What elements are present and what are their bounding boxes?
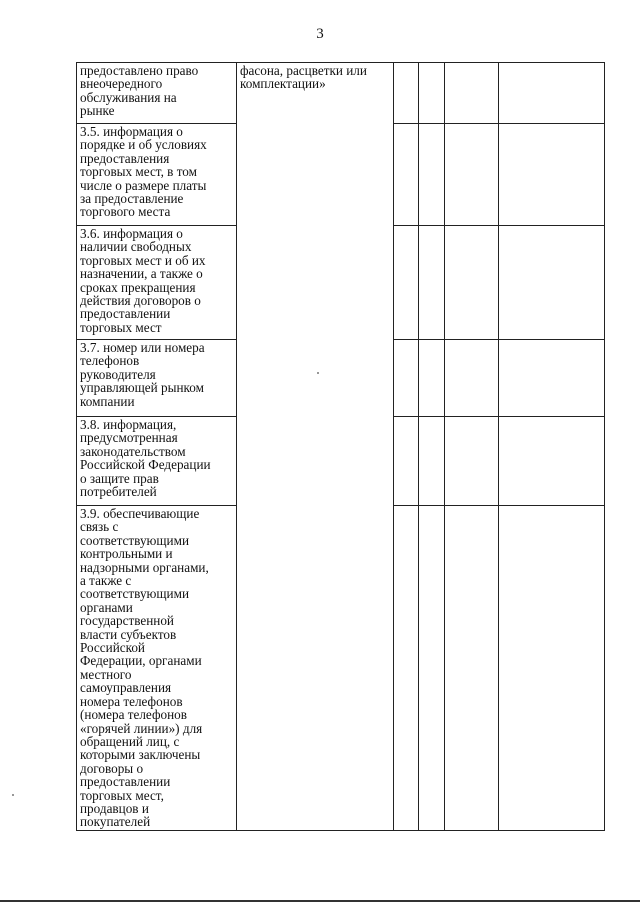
empty-cell bbox=[445, 340, 499, 417]
empty-cell bbox=[499, 226, 605, 340]
empty-cell bbox=[499, 417, 605, 506]
checklist-table bbox=[76, 62, 605, 831]
requirement-cell bbox=[77, 506, 237, 831]
scan-speck bbox=[12, 794, 14, 796]
requirement-text: предоставлено право внеочередного обслуживания на рынке bbox=[80, 63, 199, 119]
empty-cell bbox=[445, 417, 499, 506]
requirement-text: 3.7. номер или номера телефонов руководителя управляющей рынком компании bbox=[80, 340, 205, 409]
empty-cell bbox=[419, 417, 445, 506]
empty-cell bbox=[394, 226, 419, 340]
requirement-cell bbox=[77, 226, 237, 340]
empty-cell bbox=[394, 506, 419, 831]
empty-cell bbox=[419, 340, 445, 417]
empty-cell bbox=[394, 63, 419, 124]
requirement-cell bbox=[77, 124, 237, 226]
empty-cell bbox=[445, 63, 499, 124]
requirement-cell bbox=[77, 340, 237, 417]
empty-cell bbox=[419, 226, 445, 340]
empty-cell bbox=[445, 506, 499, 831]
empty-cell bbox=[499, 124, 605, 226]
requirement-text: 3.5. информация о порядке и об условиях предоставления торговых мест, в том числе о размере платы за предоставление торгового места bbox=[80, 124, 207, 220]
requirement-cell bbox=[77, 417, 237, 506]
empty-cell bbox=[419, 63, 445, 124]
empty-cell bbox=[394, 124, 419, 226]
merged-description-cell bbox=[237, 63, 394, 831]
empty-cell bbox=[499, 506, 605, 831]
empty-cell bbox=[419, 124, 445, 226]
empty-cell bbox=[499, 63, 605, 124]
requirement-text: 3.6. информация о наличии свободных торговых мест и об их назначении, а также о сроках прекращения действия договоров о предоставлении торговых мест bbox=[80, 226, 206, 335]
requirement-cell bbox=[77, 63, 237, 124]
empty-cell bbox=[419, 506, 445, 831]
empty-cell bbox=[499, 340, 605, 417]
empty-cell bbox=[394, 417, 419, 506]
description-text: фасона, расцветки или комплектации» bbox=[240, 63, 367, 92]
page-number: 3 bbox=[316, 26, 324, 42]
requirement-text: 3.8. информация, предусмотренная законодательством Российской Федерации о защите прав потребителей bbox=[80, 417, 211, 500]
empty-cell bbox=[445, 226, 499, 340]
empty-cell bbox=[394, 340, 419, 417]
requirement-text: 3.9. обеспечивающие связь с соответствующими контрольными и надзорными органами, а также с соответствующими органами государственной власти субъектов Российской Федерации, органами местного самоуправления номера телефонов (номера телефонов «горячей линии») для обращений лиц, с которыми заключены договоры о предоставлении торговых мест, продавцов и покупателей bbox=[80, 506, 209, 830]
empty-cell bbox=[445, 124, 499, 226]
scan-edge-line bbox=[0, 900, 640, 902]
table-row bbox=[77, 63, 605, 124]
scan-speck bbox=[317, 372, 319, 374]
